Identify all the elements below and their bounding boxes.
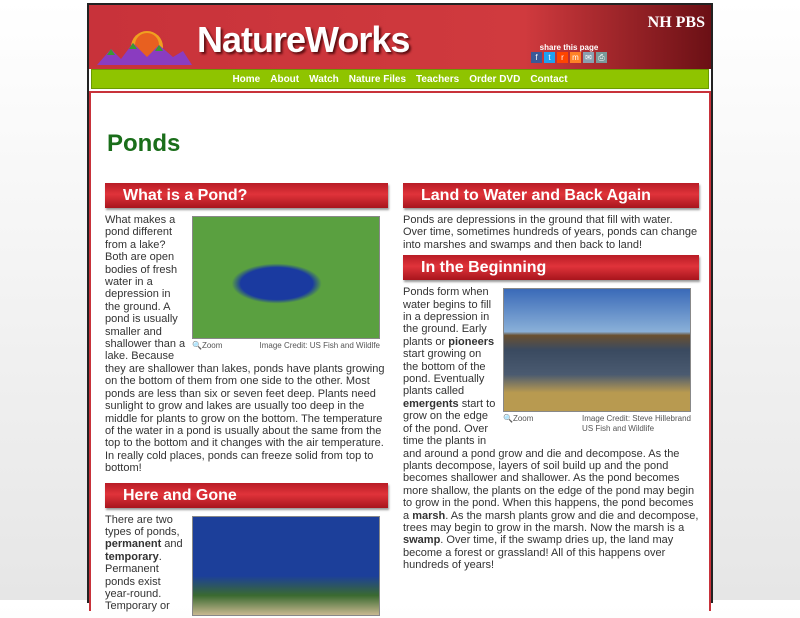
- turtle-figure: [192, 516, 380, 616]
- email-icon[interactable]: ✉: [583, 52, 594, 63]
- site-logo[interactable]: NatureWorks: [197, 19, 410, 60]
- nav-about[interactable]: About: [270, 74, 300, 85]
- pond-aerial-image[interactable]: [192, 216, 380, 339]
- pond-landscape-image[interactable]: [503, 288, 691, 412]
- turtle-image[interactable]: [192, 516, 380, 616]
- share-label: share this page: [539, 43, 599, 52]
- nav-teachers[interactable]: Teachers: [416, 74, 460, 85]
- site-header: [89, 5, 711, 69]
- pond-figure: [192, 216, 380, 351]
- pond-photo-figure: [503, 288, 691, 434]
- mountain-sun-logo-icon[interactable]: [97, 27, 192, 65]
- page-title: Ponds: [107, 130, 181, 157]
- nav-home[interactable]: Home: [232, 74, 261, 85]
- section-text: Ponds form when water begins to fill in a depression in the ground. Early plants or pioneers start growing on the bottom of the pond. Eventually plants called emergents start to grow on the edge of the pond. Over time the plants in and around a pond grow and die and decompose. As the plants decompose, layers of soil build up and the pond becomes shallower and shallower. As the pond becomes more shallow, the plants on the edge of the pond may begin to grow in the pond. When this happens, the pond becomes a marsh. As the marsh plants grow and die and decompose, trees may begin to grow in the marsh. Now the marsh is a swamp. Over time, if the swamp dries up, the land may become a forest or grassland! All of this happens over hundreds of years!: [403, 286, 699, 572]
- section-text: There are two types of ponds, permanent and temporary. Permanent ponds exist year-round. Temporary or: [105, 513, 183, 613]
- section-text: Ponds are depressions in the ground that fill with water. Over time, sometimes hundreds of years, ponds can change into marshes and swamps and then back to land!: [403, 214, 698, 251]
- facebook-icon[interactable]: f: [531, 52, 542, 63]
- right-column: [403, 183, 699, 576]
- nhpbs-logo[interactable]: NH PBS: [647, 14, 705, 31]
- share-bar: [519, 43, 619, 70]
- page-frame: [87, 3, 713, 613]
- section-heading: In the Beginning: [403, 255, 699, 280]
- image-credit: Image Credit: US Fish and Wildlfe: [259, 341, 380, 350]
- nav-nature-files[interactable]: Nature Files: [348, 74, 407, 85]
- nav-watch[interactable]: Watch: [309, 74, 339, 85]
- left-column: [105, 183, 388, 618]
- image-credit: Image Credit: Steve Hillebrand US Fish and Wildlife: [582, 414, 691, 434]
- zoom-link[interactable]: 🔍Zoom: [192, 341, 223, 350]
- section-heading: Land to Water and Back Again: [403, 183, 699, 208]
- twitter-icon[interactable]: t: [544, 52, 555, 63]
- section-heading: What is a Pond?: [105, 183, 388, 208]
- nav-contact[interactable]: Contact: [530, 74, 568, 85]
- mix-icon[interactable]: m: [570, 52, 581, 63]
- reddit-icon[interactable]: r: [557, 52, 568, 63]
- content-area: [89, 91, 711, 611]
- print-icon[interactable]: ⎙: [596, 52, 607, 63]
- section-heading: Here and Gone: [105, 483, 388, 508]
- nav-order-dvd[interactable]: Order DVD: [469, 74, 521, 85]
- section-text: What makes a pond different from a lake? Both are open bodies of fresh water in a depression in the ground. A pond is usually smaller and shallower than a lake. Because they are shallower than lakes, ponds have plants growing on the bottom of them from one side to the other. Most ponds are less than six or seven feet deep. Plants need sunlight to grow and lakes are usually too deep in the middle for plants to grow on the bottom. The temperature of the water in a pond is usually about the same from the top to the bottom and it changes with the air temperature. In really cold places, ponds can freeze solid from top to bottom!: [105, 214, 385, 475]
- zoom-link[interactable]: 🔍Zoom: [503, 414, 534, 424]
- main-nav: [91, 69, 709, 89]
